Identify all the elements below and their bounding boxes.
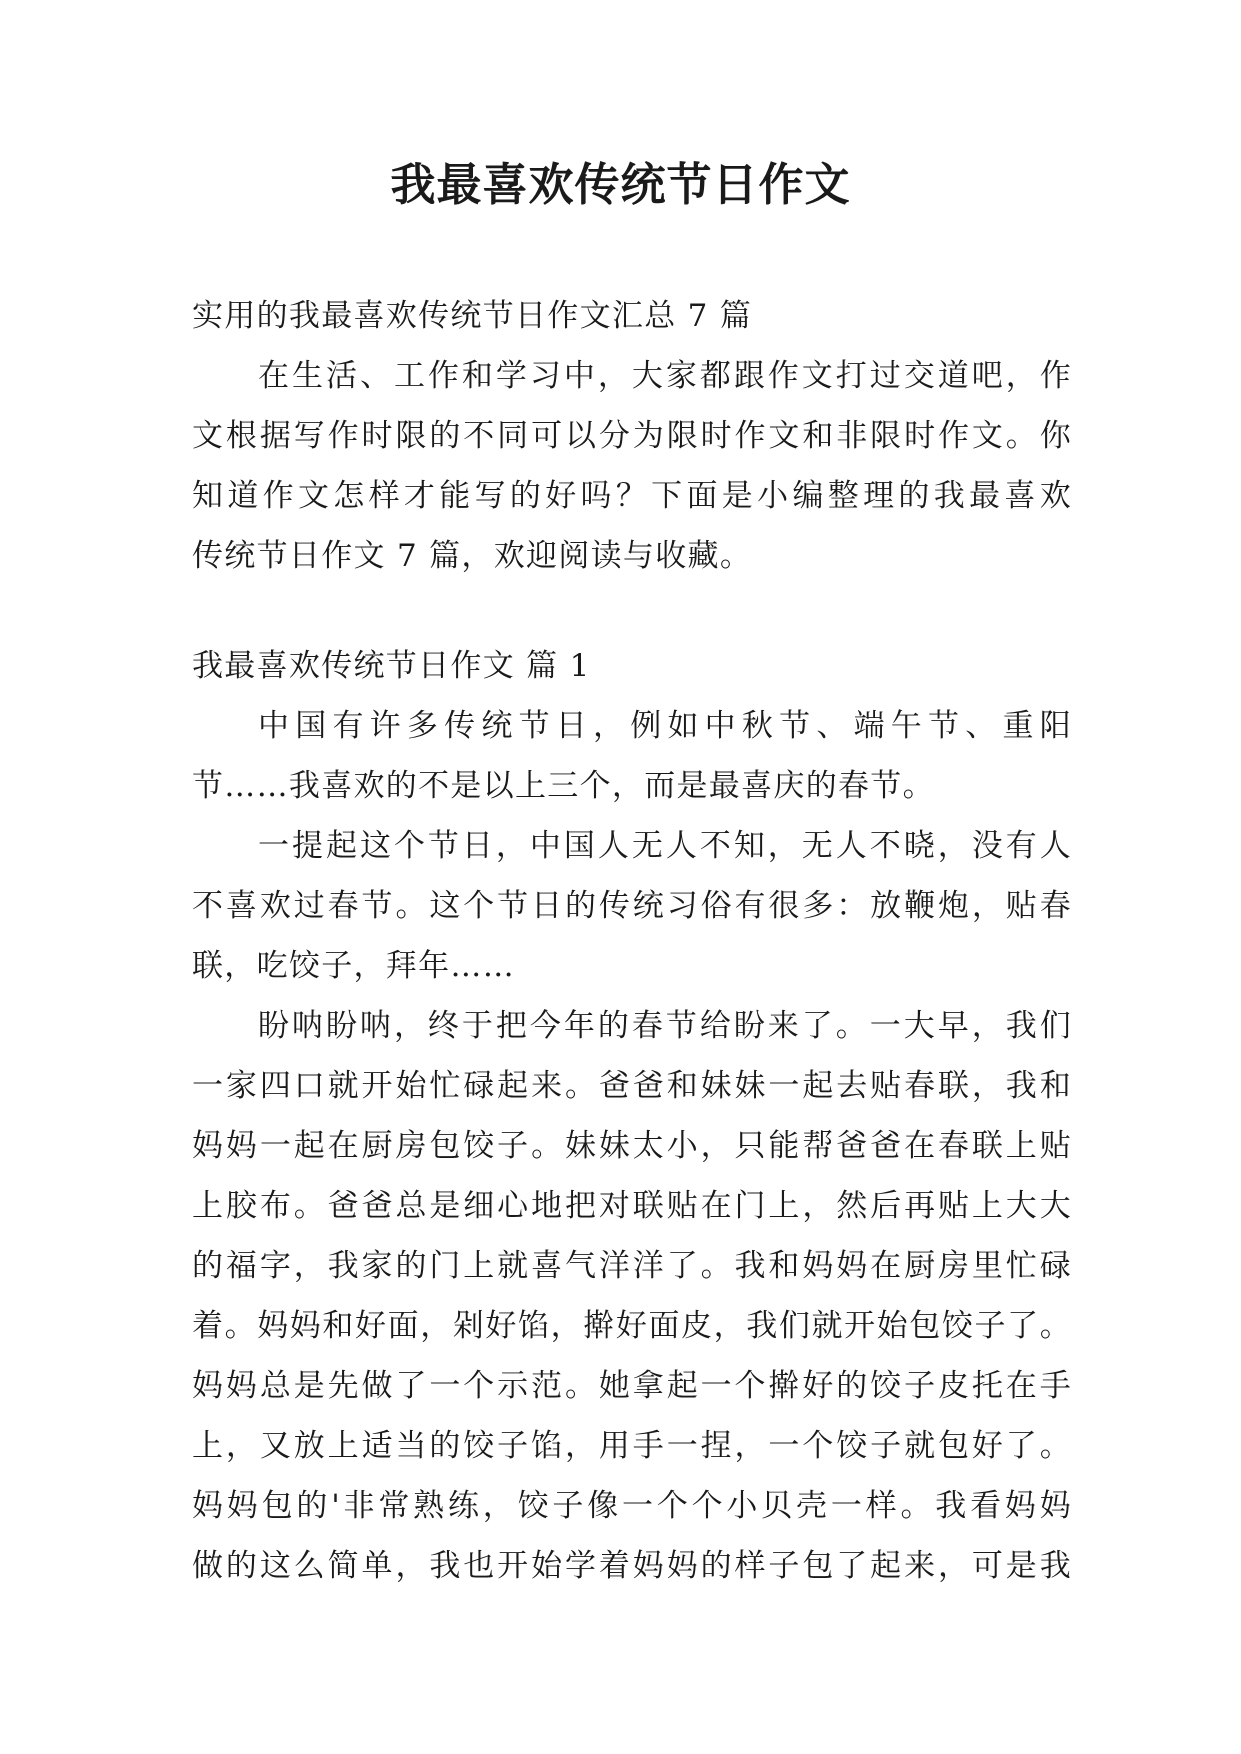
intro-line: 传统节日作文 7 篇，欢迎阅读与收藏。 bbox=[192, 538, 753, 574]
essay-line: 联，吃饺子，拜年…… bbox=[192, 948, 515, 984]
essay-line: 上，又放上适当的饺子馅，用手一捏，一个饺子就包好了。 bbox=[192, 1428, 1072, 1464]
essay-line: 妈妈总是先做了一个示范。她拿起一个擀好的饺子皮托在手 bbox=[192, 1368, 1072, 1404]
essay-line: 一提起这个节日，中国人无人不知，无人不晓，没有人 bbox=[258, 828, 1072, 864]
essay-line: 的福字，我家的门上就喜气洋洋了。我和妈妈在厨房里忙碌 bbox=[192, 1248, 1072, 1284]
essay-line: 妈妈包的'非常熟练，饺子像一个个小贝壳一样。我看妈妈 bbox=[192, 1488, 1072, 1524]
essay-line: 上胶布。爸爸总是细心地把对联贴在门上，然后再贴上大大 bbox=[192, 1188, 1072, 1224]
essay-line: 节……我喜欢的不是以上三个，而是最喜庆的春节。 bbox=[192, 768, 935, 804]
intro-line: 知道作文怎样才能写的好吗？下面是小编整理的我最喜欢 bbox=[192, 478, 1072, 514]
summary-heading: 实用的我最喜欢传统节日作文汇总 7 篇 bbox=[192, 298, 753, 334]
document-title: 我最喜欢传统节日作文 bbox=[390, 158, 851, 211]
essay-line: 盼呐盼呐，终于把今年的春节给盼来了。一大早，我们 bbox=[258, 1008, 1072, 1044]
essay-line: 不喜欢过春节。这个节日的传统习俗有很多：放鞭炮，贴春 bbox=[192, 888, 1072, 924]
intro-line: 在生活、工作和学习中，大家都跟作文打过交道吧，作 bbox=[258, 358, 1072, 394]
essay-line: 一家四口就开始忙碌起来。爸爸和妹妹一起去贴春联，我和 bbox=[192, 1068, 1072, 1104]
essay-line: 中国有许多传统节日，例如中秋节、端午节、重阳 bbox=[258, 708, 1072, 744]
essay-line: 妈妈一起在厨房包饺子。妹妹太小，只能帮爸爸在春联上贴 bbox=[192, 1128, 1072, 1164]
essay-line: 做的这么简单，我也开始学着妈妈的样子包了起来，可是我 bbox=[192, 1548, 1072, 1584]
intro-line: 文根据写作时限的不同可以分为限时作文和非限时作文。你 bbox=[192, 418, 1072, 454]
essay-heading: 我最喜欢传统节日作文 篇 1 bbox=[192, 648, 591, 684]
essay-line: 着。妈妈和好面，剁好馅，擀好面皮，我们就开始包饺子了。 bbox=[192, 1308, 1072, 1344]
